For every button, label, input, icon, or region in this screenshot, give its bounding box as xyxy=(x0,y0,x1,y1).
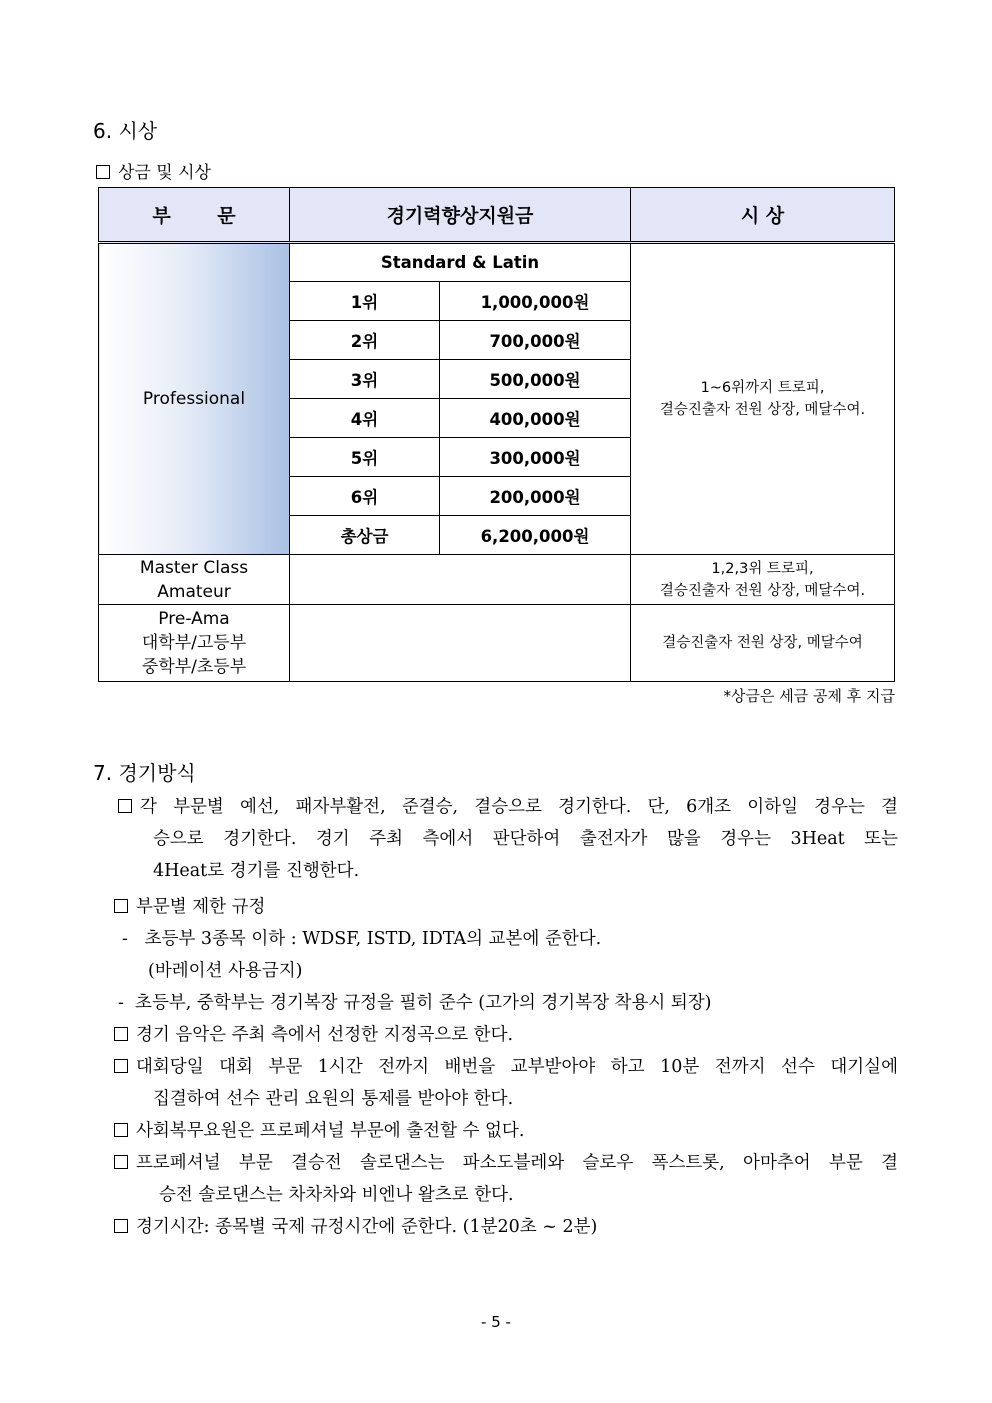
master-label xyxy=(99,555,290,605)
pre-label-line3: 중학부/초등부 xyxy=(141,657,247,677)
p6-line2: 승전 솔로댄스는 차차차와 비엔나 왈츠로 한다. xyxy=(159,1185,514,1205)
header-category: 부 문 xyxy=(99,188,290,243)
p3-text: 경기 음악은 주최 측에서 선정한 지정곡으로 한다. xyxy=(136,1025,514,1045)
p1-line3: 4Heat로 경기를 진행한다. xyxy=(153,861,360,881)
professional-award-line1: 1~6위까지 트로피, xyxy=(700,380,825,396)
rank-cell: 3위 xyxy=(290,360,440,399)
pre-prize-empty xyxy=(290,605,631,682)
professional-award xyxy=(631,243,895,555)
checkbox-icon xyxy=(114,1059,128,1073)
amount-cell: 400,000원 xyxy=(440,399,631,438)
pre-label-line2: 대학부/고등부 xyxy=(141,633,247,653)
paragraph-6 xyxy=(114,1147,898,1211)
checkbox-icon xyxy=(114,1219,128,1233)
master-award-line2: 결승진출자 전원 상장, 메달수여. xyxy=(659,582,866,599)
tax-note: *상금은 세금 공제 후 지급 xyxy=(723,687,895,705)
paragraph-4 xyxy=(114,1051,898,1115)
rank-cell: 6위 xyxy=(290,477,440,516)
page-number: - 5 - xyxy=(481,1313,511,1331)
amount-cell: 200,000원 xyxy=(440,477,631,516)
pre-award: 결승진출자 전원 상장, 메달수여 xyxy=(631,605,895,682)
amount-cell-total: 6,200,000원 xyxy=(440,516,631,555)
p6-line1: 프로페셔널 부문 결승전 솔로댄스는 파소도블레와 슬로우 폭스트롯, 아마추어 부문 결 xyxy=(136,1153,898,1173)
master-label-line1: Master Class xyxy=(139,557,249,578)
checkbox-icon xyxy=(114,899,128,913)
rank-cell: 1위 xyxy=(290,282,440,321)
paragraph-3 xyxy=(114,1019,513,1051)
master-award xyxy=(631,555,895,605)
pre-label-line1: Pre-Ama xyxy=(158,609,230,629)
p7-text: 경기시간: 종목별 국제 규정시간에 준한다. (1분20초 ~ 2분) xyxy=(136,1217,598,1237)
p4-line1: 대회당일 대회 부문 1시간 전까지 배번을 교부받아야 하고 10분 전까지 선수 대기실에 xyxy=(136,1057,898,1077)
amount-cell: 300,000원 xyxy=(440,438,631,477)
amount-cell: 1,000,000원 xyxy=(440,282,631,321)
p2-sub1-line2: (바레이션 사용금지) xyxy=(148,961,303,981)
amount-cell: 500,000원 xyxy=(440,360,631,399)
p2-sub2-text: 초등부, 중학부는 경기복장 규정을 필히 준수 (고가의 경기복장 착용시 퇴장) xyxy=(135,993,712,1013)
pre-label xyxy=(99,605,290,682)
checkbox-icon xyxy=(114,1027,128,1041)
checkbox-icon xyxy=(96,165,110,179)
p4-line2: 집결하여 선수 관리 요원의 통제를 받아야 한다. xyxy=(153,1089,514,1109)
dash-bullet: - xyxy=(122,929,145,949)
checkbox-icon xyxy=(114,1155,128,1169)
header-award: 시 상 xyxy=(631,188,895,243)
prize-subtitle xyxy=(96,158,211,183)
dance-header: Standard & Latin xyxy=(290,243,631,282)
header-prize-money: 경기력향상지원금 xyxy=(290,188,631,243)
rank-cell: 2위 xyxy=(290,321,440,360)
section-7-title: 7. 경기방식 xyxy=(93,761,196,785)
professional-label: Professional xyxy=(99,243,290,555)
rank-cell: 5위 xyxy=(290,438,440,477)
amount-cell: 700,000원 xyxy=(440,321,631,360)
professional-award-line2: 결승진출자 전원 상장, 메달수여. xyxy=(659,402,866,418)
paragraph-2 xyxy=(114,891,265,923)
p2-text: 부문별 제한 규정 xyxy=(136,897,266,917)
paragraph-1 xyxy=(118,791,898,887)
master-label-line2: Amateur xyxy=(157,581,231,602)
p2-sub1 xyxy=(122,923,601,955)
dash-bullet: - xyxy=(118,993,136,1013)
paragraph-7 xyxy=(114,1211,597,1243)
p2-sub2 xyxy=(118,987,711,1019)
prize-table xyxy=(98,187,895,682)
master-prize-empty xyxy=(290,555,631,605)
checkbox-icon xyxy=(118,799,132,813)
rank-cell: 4위 xyxy=(290,399,440,438)
section-6-title: 6. 시상 xyxy=(93,119,158,143)
checkbox-icon xyxy=(114,1123,128,1137)
rank-cell-total: 총상금 xyxy=(290,516,440,555)
p2-sub1-line1: 초등부 3종목 이하 : WDSF, ISTD, IDTA의 교본에 준한다. xyxy=(144,929,602,949)
p1-line2: 승으로 경기한다. 경기 주최 측에서 판단하여 출전자가 많을 경우는 3Heat 또는 xyxy=(153,829,898,849)
p1-line1: 각 부문별 예선, 패자부활전, 준결승, 결승으로 경기한다. 단, 6개조 이하일 경우는 결 xyxy=(140,797,898,817)
prize-subtitle-text: 상금 및 시상 xyxy=(118,163,211,183)
p5-text: 사회복무요원은 프로페셔널 부문에 출전할 수 없다. xyxy=(136,1121,525,1141)
paragraph-5 xyxy=(114,1115,524,1147)
master-award-line1: 1,2,3위 트로피, xyxy=(711,560,814,577)
